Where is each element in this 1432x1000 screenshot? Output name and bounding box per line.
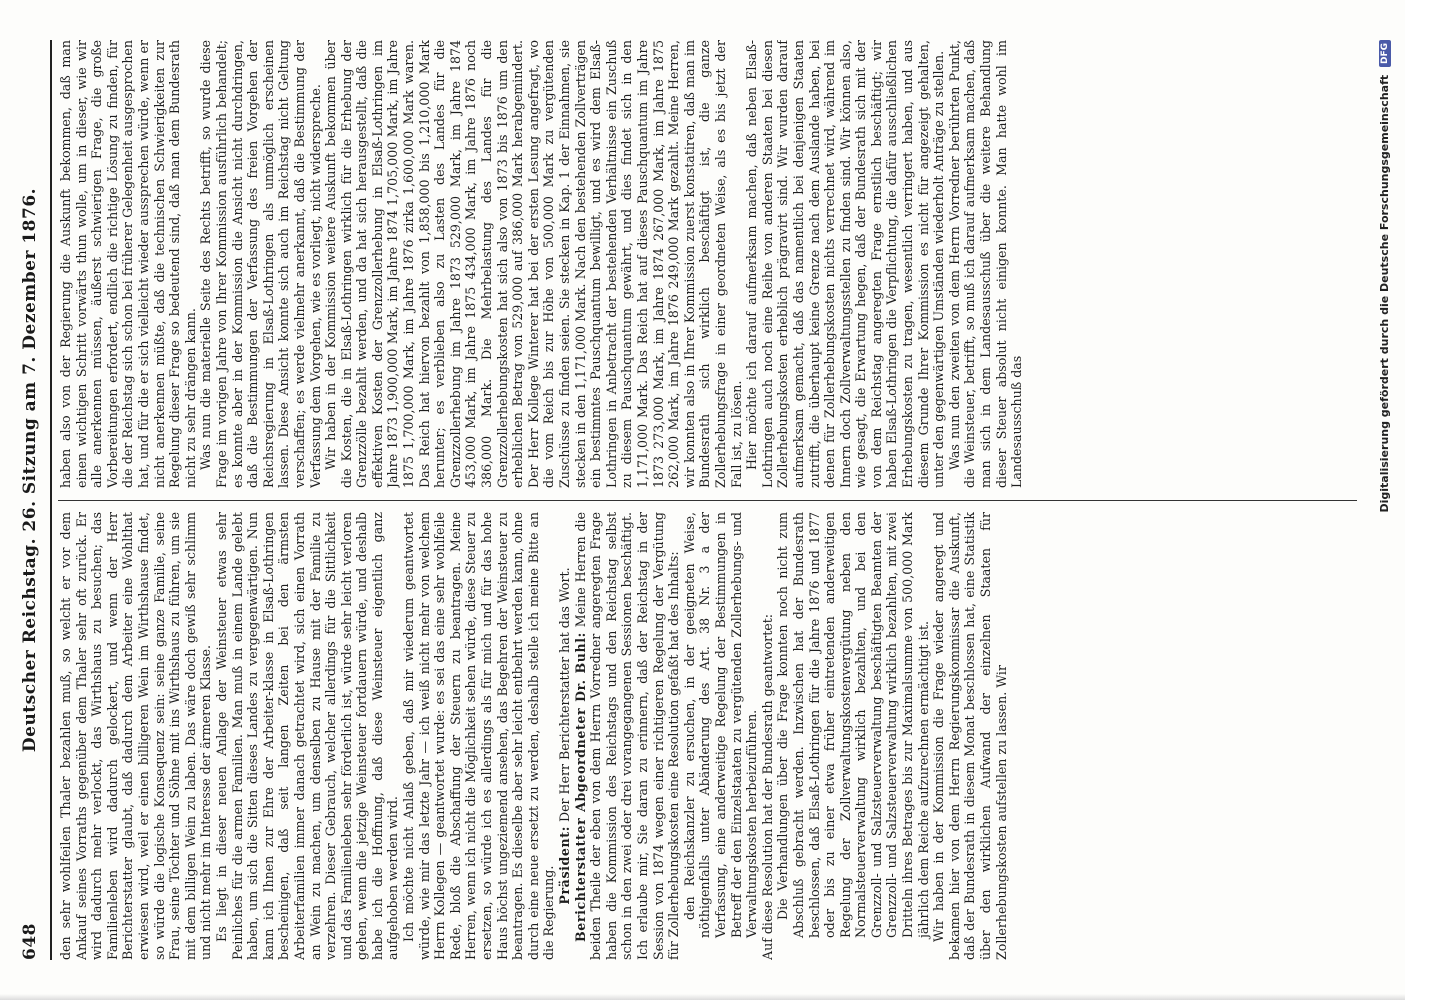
paragraph: haben also von der Regierung die Auskunft bekommen, daß man einen wichtigen Schritt vorwärts thun wolle, um in dieser, wie wir alle anerkennen müssen, äußerst schwierigen Frage, die große Vorbereitungen erfordert, endlich die richtige Lösung zu finden, für die der Reichstag sich schon bei früherer Gelegenheit ausgesprochen hat, und für die er sich vielleicht wieder aussprechen würde, wenn er nicht anerkennen müßte, daß die technischen Schwierigkeiten zur Regelung dieser Frage so bedeutend sind, daß man dem Bundesrath nicht zu sehr drängen kann.	[58, 40, 198, 488]
paragraph: Was nun den zweiten von dem Herrn Vorredner berührten Punkt, die Weinsteuer, betrifft, so muß ich darauf aufmerksam machen, daß man sich in dem Landesausschuß über die weitere Behandlung dieser Steuer absolut nicht einigen konnte. Man hatte wohl im Landesausschuß das	[946, 40, 1025, 488]
right-column	[58, 40, 1357, 488]
page-title: Deutscher Reichstag. 26. Sitzung am 7. Dezember 1876.	[20, 187, 40, 753]
page-number: 648	[20, 923, 40, 960]
paragraph: Hier möchte ich darauf aufmerksam machen, daß neben Elsaß-Lothringen auch noch eine Reihe von anderen Staaten bei diesen Zollerhebungskosten erheblich prägravirt sind. Wir wurden darauf aufmerksam gemacht, daß das namentlich bei denjenigen Staaten zutrifft, die überhaupt keine Grenze nach dem Auslande haben, bei denen für Zollerhebungskosten nichts verrechnet wird, während im Innern doch Zollverwaltungsstellen zu finden sind. Wir können also, wie gesagt, die Erwartung hegen, daß der Bundesrath sich mit der von dem Reichstag angeregten Frage ernstlich beschäftigt; wir haben Elsaß-Lothringen die Verpflichtung, die dafür ausschließlichen Erhebungskosten zu tragen, wesentlich verringert haben, und aus diesem Grunde Ihrer Kommission es nicht für angezeigt gehalten, unter den gegenwärtigen Umständen wiederholt Anträge zu stellen.	[744, 40, 947, 488]
speaker-text: Meine Herren die beiden Theile der eben von dem Herrn Vorredner angeregten Frage haben die Kommission des Reichstags und den Reichstag selbst schon in den zwei oder drei vorangegangenen Sessionen beschäftigt. Ich erlaube mir, Sie daran zu erinnern, daß der Reichstag in der Session von 1874 wegen einer richtigeren Regelung der Vergütung für Zollerhebungskosten eine Resolution gefaßt hat des Inhalts:	[572, 512, 682, 960]
paragraph: Es liegt in dieser neuen Anlage der Weinsteuer etwas sehr Peinliches für die armen Familien. Man muß in einem Lande gelebt haben, um sich die Sitten dieses Landes zu vergegenwärtigen. Nun kann ich Ihnen zur Ehre der Arbeiter-klasse in Elsaß-Lothringen bescheinigen, daß seit langen Zeiten bei den ärmsten Arbeiterfamilien immer danach getrachtet wird, sich einen Vorrath an Wein zu machen, um denselben zu Hause mit der Familie zu verzehren. Dieser Gebrauch, welcher allerdings für die Sittlichkeit und das Familienleben sehr förderlich ist, würde sehr leicht verloren gehen, wenn die jetzige Weinsteuer fortdauern würde, und deshalb habe ich die Hoffnung, daß diese Weinsteuer eigentlich ganz aufgehoben werden wird.	[213, 512, 401, 960]
quoted-answer: Die Verhandlungen über die Frage konnten noch nicht zum Abschluß gebracht werden. Inzwischen hat der Bundesrath beschlossen, daß Elsaß-Lothringen für die Jahre 1876 und 1877 oder bis zu einer etwa früher eintretenden anderweitigen Regelung der Zollverwaltungskostenvergütung neben den Normalsteuerverwaltung wirklich bezahlten, und bei den Grenzzoll- und Salzsteuerverwaltung beschäftigten Beamten der Grenzzoll- und Salzsteuerverwaltung wirklich bezahlten, mit zwei Dritteln ihres Betrages bis zur Maximalsumme von 500,000 Mark jährlich dem Reiche aufzurechnen ermächtigt ist.	[775, 512, 931, 938]
page-header	[20, 40, 48, 960]
paragraph: Was nun die materielle Seite des Rechts betrifft, so wurde diese Frage im vorigen Jahre von Ihrer Kommission ausführlich behandelt; es konnte aber in der Kommission die Ansicht nicht durchdringen, daß die Bestimmungen der Verfassung des freien Vorgehen der Reichsregierung in Elsaß-Lothringen als unmöglich erscheinen lassen. Diese Ansicht konnte sich auch im Reichstag nicht Geltung verschaffen; es werde vielmehr anerkannt, daß die Bestimmung der Verfassung dem Vorgehen, wie es vorliegt, nicht widerspreche.	[198, 40, 323, 488]
header-rule	[50, 40, 52, 960]
credit-text: Digitalisierung gefördert durch die Deutsche Forschungsgemeinschaft	[1378, 74, 1391, 513]
speaker-name: Präsident:	[557, 826, 572, 905]
scan-edge-shadow	[0, 994, 1405, 1000]
paragraph: den sehr wohlfeilen Thaler bezahlen muß, so welcht er vor dem Ankauf seines Vorraths gegenüber dem Thaler sehr oft zurück. Er wird dadurch mehr verlockt, das Wirthshaus zu besuchen; das Familienleben wird dadurch gelockert, und wenn der Herr Berichterstatter glaubt, daß dadurch dem Arbeiter eine Wohlthat erwiesen wird, weil er einen billigeren Wein im Wirthshause findet, so würde die logische Konsequenz sein: seine ganze Familie, seine Frau, seine Töchter und Söhne mit ins Wirthshaus zu führen, um sie mit dem billigen Wein zu laben. Das wäre doch gewiß sehr schlimm und nicht mehr im Interesse der ärmeren Klasse.	[58, 512, 214, 960]
paragraph: Auf diese Resolution hat der Bundesrath geantwortet:	[759, 613, 775, 960]
speaker-paragraph	[557, 512, 573, 960]
speaker-paragraph	[573, 512, 682, 960]
dfg-logo: DFG	[1379, 40, 1391, 67]
digitization-credit	[1378, 40, 1391, 513]
column-divider	[58, 500, 1357, 501]
paragraph: Wir haben in der Kommission weitere Auskunft bekommen über die Kosten, die in Elsaß-Lothringen wirklich für die Erhebung der Grenzzölle bezahlt werden, und da hat sich herausgestellt, daß die effektiven Kosten der Grenzzollerhebung in Elsaß-Lothringen im Jahre 1873 1,900,000 Mark, im Jahre 1874 1,705,000 Mark, im Jahre 1875 1,700,000 Mark, im Jahre 1876 zirka 1,600,000 Mark waren. Das Reich hat hiervon bezahlt von 1,858,000 bis 1,210,000 Mark herunter; es verblieben also zu Lasten des Landes für die Grenzzollerhebung im Jahre 1873 529,000 Mark, im Jahre 1874 453,000 Mark, im Jahre 1875 434,000 Mark, im Jahre 1876 noch 386,000 Mark. Die Mehrbelastung des Landes für die Grenzzollerhebungskosten hat sich also von 1873 bis 1876 um den erheblichen Betrag von 529,000 auf 386,000 Mark herabgemindert. Der Herr Kollege Winterer hat bei der ersten Lesung angefragt, wo die vom Reich bis zur Höhe von 500,000 Mark zu vergütenden Zuschüsse zu finden seien. Sie stecken in Kap. 1 der Einnahmen, sie stecken in den 1,171,000 Mark. Nach den bestehenden Zollverträgen ein bestimmtes Pauschquantum bewilligt, und es wird dem Elsaß-Lothringen in Anbetracht der bestehenden Verhältnisse ein Zuschuß zu diesem Pauschquantum gewährt, und dies findet sich in den 1,171,000 Mark. Das Reich hat auf dieses Pauschquantum im Jahre 1873 273,000 Mark, im Jahre 1874 267,000 Mark, im Jahre 1875 262,000 Mark, im Jahre 1876 249,000 Mark gezahlt. Meine Herren, wir konnten also in Ihrer Kommission zuerst konstatiren, daß man im Bundesrath sich wirklich beschäftigt ist, die ganze Zollerhebungsfrage in einer geordneten Weise, als es bis jetzt der Fall ist, zu lösen.	[323, 40, 744, 488]
speaker-text: Der Herr Berichterstatter hat das Wort.	[557, 567, 572, 823]
left-column	[58, 512, 1357, 960]
paragraph: Wir haben in der Kommission die Frage wieder angeregt und bekamen hier von dem Herrn Regierungskommissar die Auskunft, daß der Bundesrath in diesem Monat beschlossen hat, eine Statistik über den wirklichen Aufwand der einzelnen Staaten für Zollerhebungskosten aufstellen zu lassen. Wir	[931, 512, 1009, 960]
speaker-name: Berichterstatter Abgeordneter Dr. Buhl:	[572, 632, 588, 942]
paragraph: Ich möchte nicht Anlaß geben, daß mir wiederum geantwortet würde, wie mir das letzte Jahr — ich weiß nicht mehr von welchem Herrn Kollegen — geantwortet wurde: es sei das eine sehr wohlfeile Rede, bloß die Abschaffung der Steuern zu beantragen. Meine Herren, wenn ich nicht die Möglichkeit sehen würde, diese Steuer zu ersetzen, so würde ich es allerdings als für mich und für das hohe Haus höchst ungeziemend ansehen, das Begehren der Weinsteuer zu beantragen. Es dieselbe aber sehr leicht entbehrt werden kann, ohne durch eine neue ersetzt zu werden, deshalb stelle ich meine Bitte an die Regierung.	[401, 512, 557, 960]
quoted-resolution: den Reichskanzler zu ersuchen, in der geeigneten Weise, nöthigenfalls unter Abänderung des Art. 38 Nr. 3 a der Verfassung, eine anderweitige Regelung der Bestimmungen in Betreff der den Einzelstaaten zu vergütenden Zollerhebungs- und Verwaltungskosten herbeizuführen.	[681, 512, 760, 938]
